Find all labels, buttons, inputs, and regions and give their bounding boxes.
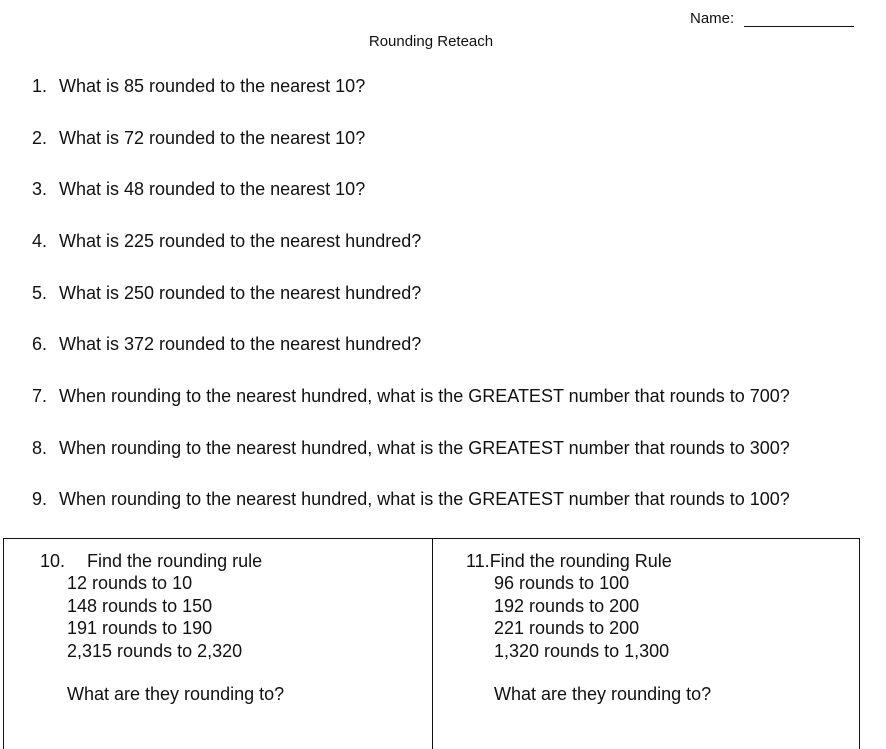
name-blank-line[interactable]: [744, 12, 854, 27]
question-8: [32, 438, 790, 459]
box-prompt: What are they rounding to?: [67, 684, 285, 704]
name-label: Name:: [690, 10, 735, 27]
question-text: What is 225 rounded to the nearest hundred?: [59, 231, 422, 251]
question-text: What is 72 rounded to the nearest 10?: [59, 128, 366, 148]
box-heading-text: Find the rounding rule: [87, 551, 263, 571]
question-4: [32, 231, 421, 252]
list-item: 191 rounds to 190: [67, 618, 213, 638]
question-number: 9.: [32, 489, 48, 509]
page-title: Rounding Reteach: [368, 33, 494, 50]
question-text: What is 372 rounded to the nearest hundred?: [59, 334, 422, 354]
list-item: 12 rounds to 10: [67, 573, 193, 593]
question-text: When rounding to the nearest hundred, what is the GREATEST number that rounds to 100?: [59, 489, 790, 509]
box-prompt: What are they rounding to?: [494, 684, 712, 704]
list-item: 221 rounds to 200: [494, 618, 640, 638]
rounding-rule-box-11: [433, 539, 859, 749]
question-number: 1.: [32, 76, 48, 96]
question-number: 3.: [32, 179, 48, 199]
question-1: [32, 76, 365, 97]
rounding-rule-box-10: [4, 539, 433, 749]
list-item: 96 rounds to 100: [494, 573, 630, 593]
question-text: What is 48 rounded to the nearest 10?: [59, 179, 366, 199]
list-item: 148 rounds to 150: [67, 595, 213, 616]
question-number: 8.: [32, 438, 48, 458]
question-number: 4.: [32, 231, 48, 251]
box-number: 10.: [40, 551, 66, 571]
rounding-rule-boxes: [3, 538, 860, 749]
box-heading: [466, 551, 672, 572]
question-3: [32, 179, 365, 200]
box-heading-text: Find the rounding Rule: [489, 551, 672, 571]
question-text: When rounding to the nearest hundred, what is the GREATEST number that rounds to 300?: [59, 438, 790, 458]
question-5: [32, 283, 421, 304]
question-number: 2.: [32, 128, 48, 148]
box-heading: [40, 551, 262, 572]
question-6: [32, 334, 421, 355]
question-text: What is 85 rounded to the nearest 10?: [59, 76, 366, 96]
rounding-examples-list: [494, 572, 669, 662]
question-number: 5.: [32, 283, 48, 303]
rounding-examples-list: [67, 572, 242, 662]
question-number: 6.: [32, 334, 48, 354]
box-number: 11.: [466, 551, 490, 571]
list-item: 1,320 rounds to 1,300: [494, 640, 670, 661]
question-number: 7.: [32, 386, 48, 406]
name-field: [690, 10, 854, 27]
list-item: 2,315 rounds to 2,320: [67, 640, 243, 661]
question-text: What is 250 rounded to the nearest hundred?: [59, 283, 422, 303]
list-item: 192 rounds to 200: [494, 595, 640, 616]
question-text: When rounding to the nearest hundred, what is the GREATEST number that rounds to 700?: [59, 386, 790, 406]
question-7: [32, 386, 790, 407]
question-2: [32, 128, 365, 149]
question-9: [32, 489, 790, 510]
